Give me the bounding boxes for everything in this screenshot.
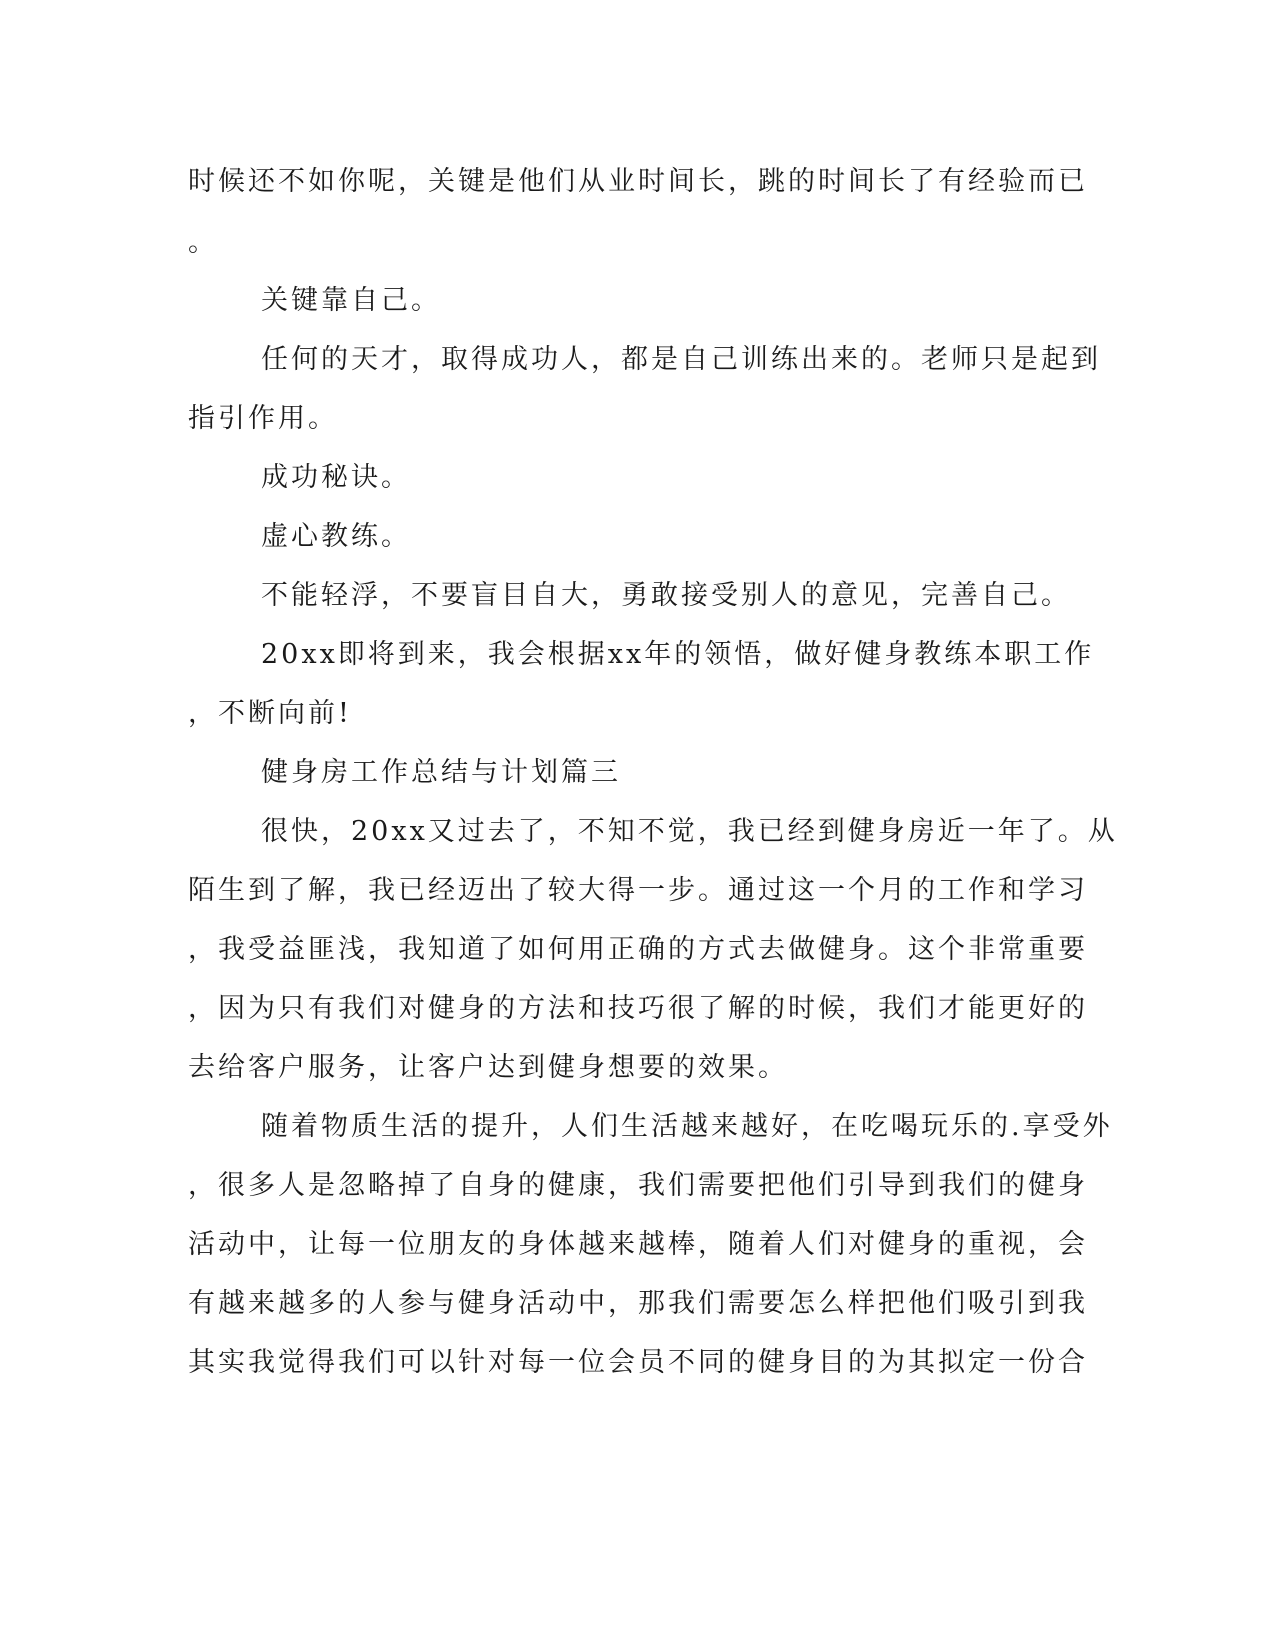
text-line: 很快，20xx又过去了，不知不觉，我已经到健身房近一年了。从 — [261, 816, 1118, 847]
text-line: 有越来越多的人参与健身活动中，那我们需要怎么样把他们吸引到我 — [188, 1288, 1088, 1319]
text-line: 任何的天才，取得成功人，都是自己训练出来的。老师只是起到 — [261, 344, 1101, 375]
text-line: 虚心教练。 — [261, 521, 411, 552]
text-line: 20xx即将到来，我会根据xx年的领悟，做好健身教练本职工作 — [261, 639, 1095, 670]
text-line: ，因为只有我们对健身的方法和技巧很了解的时候，我们才能更好的 — [188, 993, 1088, 1024]
text-line: 不能轻浮，不要盲目自大，勇敢接受别人的意见，完善自己。 — [261, 580, 1071, 611]
text-line: 陌生到了解，我已经迈出了较大得一步。通过这一个月的工作和学习 — [188, 875, 1088, 906]
text-line: 随着物质生活的提升，人们生活越来越好，在吃喝玩乐的.享受外 — [261, 1111, 1113, 1142]
text-line: ，很多人是忽略掉了自身的健康，我们需要把他们引导到我们的健身 — [188, 1170, 1088, 1201]
text-line: 活动中，让每一位朋友的身体越来越棒，随着人们对健身的重视，会 — [188, 1229, 1088, 1260]
text-line: ，不断向前! — [188, 698, 352, 729]
text-line: 时候还不如你呢，关键是他们从业时间长，跳的时间长了有经验而已 — [188, 166, 1088, 197]
section-heading: 健身房工作总结与计划篇三 — [261, 757, 621, 788]
text-line: 指引作用。 — [188, 403, 338, 434]
text-line: 去给客户服务，让客户达到健身想要的效果。 — [188, 1052, 788, 1083]
text-line: 关键靠自己。 — [261, 285, 441, 316]
text-line: 成功秘诀。 — [261, 462, 411, 493]
text-line: 其实我觉得我们可以针对每一位会员不同的健身目的为其拟定一份合 — [188, 1347, 1088, 1378]
text-line: ，我受益匪浅，我知道了如何用正确的方式去做健身。这个非常重要 — [188, 934, 1088, 965]
text-line: 。 — [188, 227, 218, 258]
